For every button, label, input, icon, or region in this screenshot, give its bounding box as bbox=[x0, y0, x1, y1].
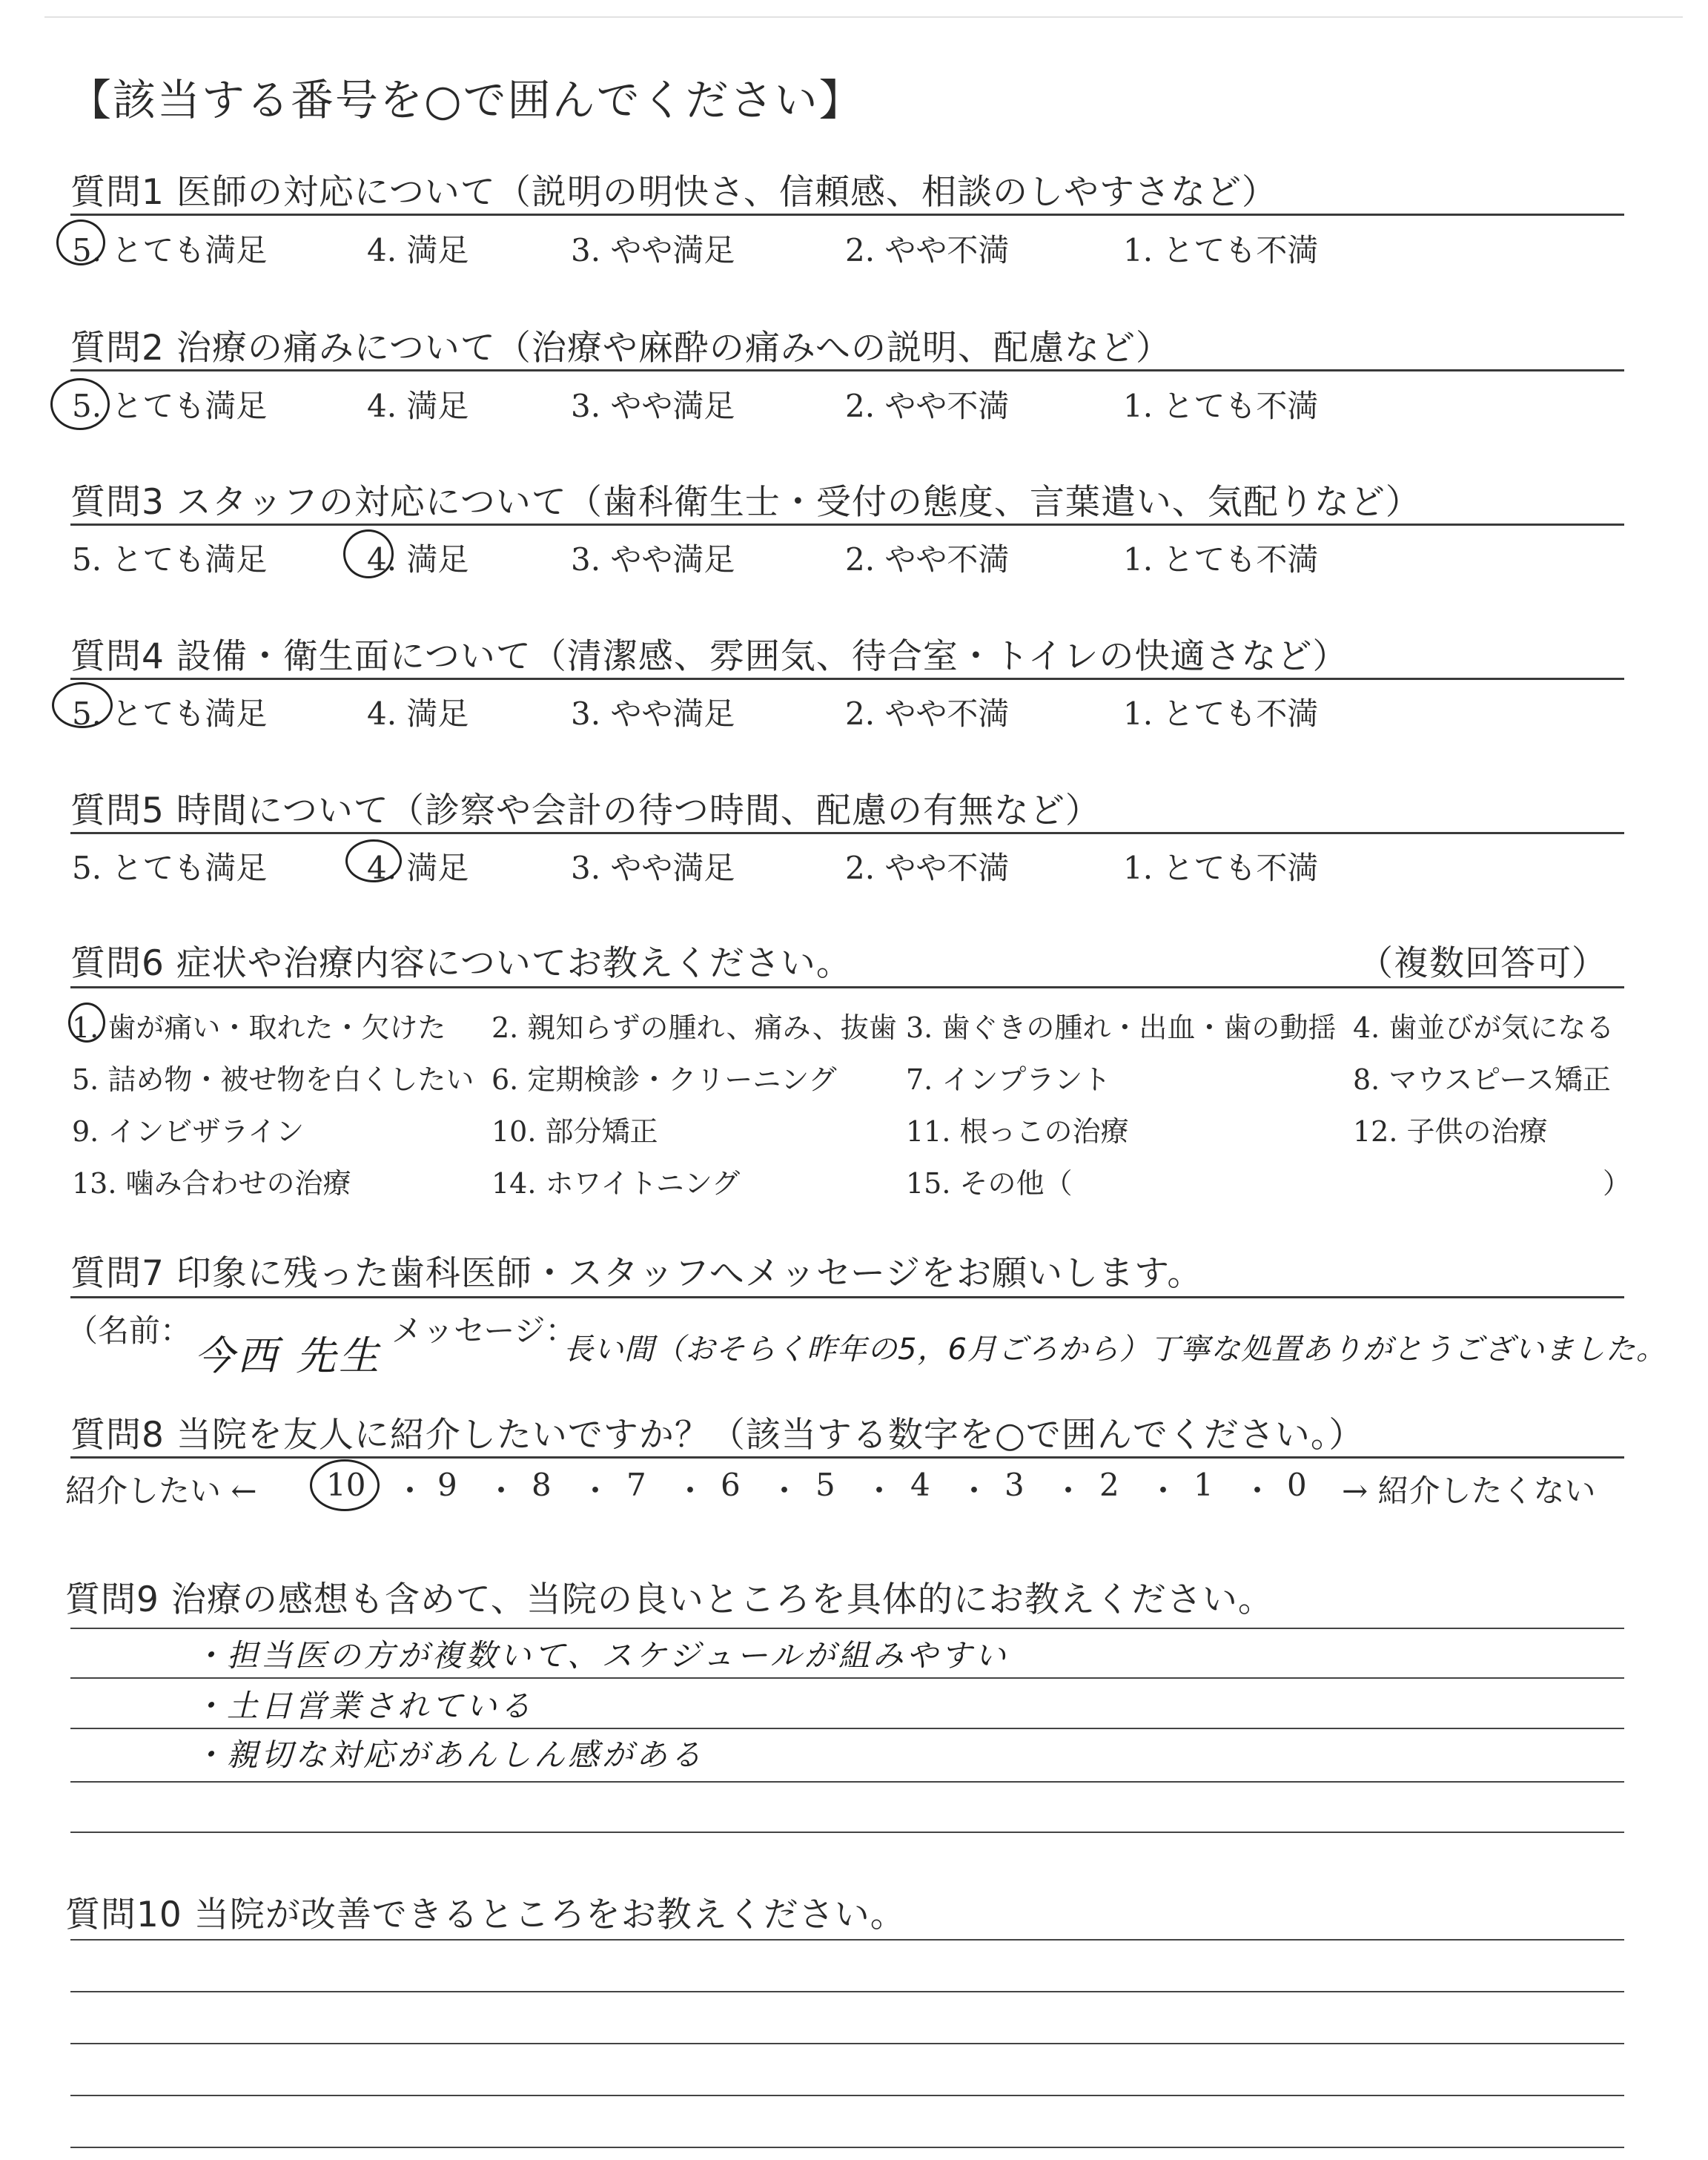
q8-sep: ・ bbox=[769, 1473, 801, 1509]
q8-rule bbox=[70, 1456, 1624, 1459]
q6-title: 質問6 症状や治療内容についてお教えください。 bbox=[70, 943, 852, 984]
q6-option-3[interactable]: 3. 歯ぐきの腫れ・出血・歯の動揺 bbox=[906, 1011, 1337, 1044]
q1-option-4[interactable]: 4. 満足 bbox=[367, 232, 469, 268]
q8-sep: ・ bbox=[1242, 1473, 1274, 1509]
q2-option-1[interactable]: 1. とても不満 bbox=[1123, 388, 1319, 424]
q5-rule bbox=[70, 832, 1624, 834]
q10-line bbox=[70, 2095, 1624, 2096]
q3-option-4[interactable]: 4. 満足 bbox=[367, 541, 469, 578]
q1-option-1[interactable]: 1. とても不満 bbox=[1123, 232, 1319, 268]
q7-name-label: （名前： bbox=[67, 1312, 192, 1349]
q7-title: 質問7 印象に残った歯科医師・スタッフへメッセージをお願いします。 bbox=[70, 1253, 1203, 1294]
q2-title: 質問2 治療の痛みについて（治療や麻酔の痛みへの説明、配慮など） bbox=[70, 328, 1171, 369]
q8-left-label: 紹介したい ← bbox=[65, 1473, 257, 1509]
q8-sep: ・ bbox=[486, 1473, 517, 1509]
q9-line bbox=[70, 1677, 1624, 1679]
q4-rule bbox=[70, 678, 1624, 680]
q9-line bbox=[70, 1728, 1624, 1729]
q7-rule bbox=[70, 1296, 1624, 1298]
q6-option-13[interactable]: 13. 噛み合わせの治療 bbox=[72, 1167, 351, 1200]
q9-line bbox=[70, 1628, 1624, 1629]
q4-selected-circle bbox=[52, 682, 113, 728]
q9-answer-1[interactable]: ・担当医の方が複数いて、スケジュールが組みやすい bbox=[193, 1637, 1009, 1674]
q8-sep: ・ bbox=[1053, 1473, 1085, 1509]
q8-sep: ・ bbox=[1148, 1473, 1179, 1509]
q6-note: （複数回答可） bbox=[1358, 943, 1607, 984]
q6-option-15[interactable]: 15. その他（ bbox=[906, 1167, 1073, 1200]
q5-title: 質問5 時間について（診察や会計の待つ時間、配慮の有無など） bbox=[70, 790, 1101, 831]
q2-option-3[interactable]: 3. やや満足 bbox=[571, 388, 735, 424]
q1-rule bbox=[70, 214, 1624, 216]
q3-selected-circle bbox=[343, 529, 394, 578]
q3-option-1[interactable]: 1. とても不満 bbox=[1123, 541, 1319, 578]
q8-score-8[interactable]: 8 bbox=[532, 1467, 552, 1503]
q1-title: 質問1 医師の対応について（説明の明快さ、信頼感、相談のしやすさなど） bbox=[70, 172, 1278, 213]
q2-option-5[interactable]: 5. とても満足 bbox=[72, 388, 268, 424]
q7-message-handwritten[interactable]: 長い間（おそらく昨年の5，6月ごろから）丁寧な処置ありがとうございました。 bbox=[563, 1332, 1666, 1367]
q9-title: 質問9 治療の感想も含めて、当院の良いところを具体的にお教えください。 bbox=[65, 1579, 1274, 1620]
q8-score-5[interactable]: 5 bbox=[815, 1467, 835, 1503]
q10-line bbox=[70, 2043, 1624, 2044]
q8-score-4[interactable]: 4 bbox=[910, 1467, 930, 1503]
q5-option-5[interactable]: 5. とても満足 bbox=[72, 850, 268, 886]
q6-option-12[interactable]: 12. 子供の治療 bbox=[1353, 1115, 1548, 1148]
q3-option-2[interactable]: 2. やや不満 bbox=[845, 541, 1010, 578]
q4-option-4[interactable]: 4. 満足 bbox=[367, 696, 469, 732]
q6-option-7[interactable]: 7. インプラント bbox=[906, 1063, 1111, 1096]
q6-option-14[interactable]: 14. ホワイトニング bbox=[491, 1167, 741, 1200]
page-heading: 【該当する番号を○で囲んでください】 bbox=[68, 75, 864, 125]
q8-sep: ・ bbox=[864, 1473, 896, 1509]
q4-option-1[interactable]: 1. とても不満 bbox=[1123, 696, 1319, 732]
q6-option-2[interactable]: 2. 親知らずの腫れ、痛み、抜歯 bbox=[491, 1011, 897, 1044]
q3-option-3[interactable]: 3. やや満足 bbox=[571, 541, 735, 578]
q3-option-5[interactable]: 5. とても満足 bbox=[72, 541, 268, 578]
q2-option-4[interactable]: 4. 満足 bbox=[367, 388, 469, 424]
q6-option-11[interactable]: 11. 根っこの治療 bbox=[906, 1115, 1129, 1148]
q9-line bbox=[70, 1781, 1624, 1783]
q5-option-2[interactable]: 2. やや不満 bbox=[845, 850, 1010, 886]
q1-option-3[interactable]: 3. やや満足 bbox=[571, 232, 735, 268]
q6-option-5[interactable]: 5. 詰め物・被せ物を白くしたい bbox=[72, 1063, 474, 1096]
q6-option-6[interactable]: 6. 定期検診・クリーニング bbox=[491, 1063, 837, 1096]
q8-sep: ・ bbox=[580, 1473, 612, 1509]
q3-rule bbox=[70, 524, 1624, 526]
q4-title: 質問4 設備・衛生面について（清潔感、雰囲気、待合室・トイレの快適さなど） bbox=[70, 636, 1348, 677]
q9-line bbox=[70, 1832, 1624, 1833]
q1-selected-circle bbox=[56, 219, 105, 265]
q6-selected-circle bbox=[68, 1003, 105, 1043]
q8-sep: ・ bbox=[959, 1473, 990, 1509]
q1-option-5[interactable]: 5. とても満足 bbox=[72, 232, 268, 268]
q6-option-4[interactable]: 4. 歯並びが気になる bbox=[1353, 1011, 1615, 1044]
q8-score-7[interactable]: 7 bbox=[626, 1467, 646, 1503]
q5-selected-circle bbox=[345, 839, 402, 882]
q8-title: 質問8 当院を友人に紹介したいですか？（該当する数字を○で囲んでください。） bbox=[70, 1415, 1365, 1456]
q5-option-4[interactable]: 4. 満足 bbox=[367, 850, 469, 886]
q8-score-0[interactable]: 0 bbox=[1287, 1467, 1307, 1503]
q6-option-1[interactable]: 1. 歯が痛い・取れた・欠けた bbox=[72, 1011, 446, 1044]
q8-sep: ・ bbox=[394, 1473, 426, 1509]
q8-score-9[interactable]: 9 bbox=[437, 1467, 457, 1503]
page-top-border bbox=[44, 16, 1683, 18]
q6-option-8[interactable]: 8. マウスピース矯正 bbox=[1353, 1063, 1611, 1096]
q5-option-1[interactable]: 1. とても不満 bbox=[1123, 850, 1319, 886]
q9-answer-3[interactable]: ・親切な対応があんしん感がある bbox=[193, 1737, 705, 1773]
q6-option-9[interactable]: 9. インビザライン bbox=[72, 1115, 305, 1148]
q8-score-3[interactable]: 3 bbox=[1004, 1467, 1025, 1503]
q4-option-2[interactable]: 2. やや不満 bbox=[845, 696, 1010, 732]
q8-right-label: → 紹介したくない bbox=[1342, 1473, 1596, 1509]
q5-option-3[interactable]: 3. やや満足 bbox=[571, 850, 735, 886]
q3-title: 質問3 スタッフの対応について（歯科衛生士・受付の態度、言葉遣い、気配りなど） bbox=[70, 482, 1421, 523]
q8-selected-circle bbox=[310, 1459, 380, 1511]
q10-line bbox=[70, 2147, 1624, 2148]
q4-option-5[interactable]: 5. とても満足 bbox=[72, 696, 268, 732]
q8-score-2[interactable]: 2 bbox=[1099, 1467, 1119, 1503]
q6-other-close: ） bbox=[1603, 1167, 1632, 1200]
q9-answer-2[interactable]: ・土日営業されている bbox=[193, 1688, 534, 1724]
q8-score-10[interactable]: 10 bbox=[326, 1467, 366, 1503]
q2-option-2[interactable]: 2. やや不満 bbox=[845, 388, 1010, 424]
q2-selected-circle bbox=[50, 378, 110, 430]
q2-rule bbox=[70, 369, 1624, 371]
q7-name-handwritten[interactable]: 今西 先生 bbox=[194, 1332, 383, 1379]
q10-line bbox=[70, 1939, 1624, 1941]
q7-message-label: メッセージ： bbox=[391, 1312, 577, 1349]
q6-rule bbox=[70, 986, 1624, 988]
q6-option-10[interactable]: 10. 部分矯正 bbox=[491, 1115, 658, 1148]
q1-option-2[interactable]: 2. やや不満 bbox=[845, 232, 1010, 268]
q4-option-3[interactable]: 3. やや満足 bbox=[571, 696, 735, 732]
q8-sep: ・ bbox=[675, 1473, 706, 1509]
q8-score-6[interactable]: 6 bbox=[721, 1467, 741, 1503]
q8-score-1[interactable]: 1 bbox=[1194, 1467, 1214, 1503]
q10-line bbox=[70, 1991, 1624, 1992]
q10-title: 質問10 当院が改善できるところをお教えください。 bbox=[65, 1895, 906, 1935]
